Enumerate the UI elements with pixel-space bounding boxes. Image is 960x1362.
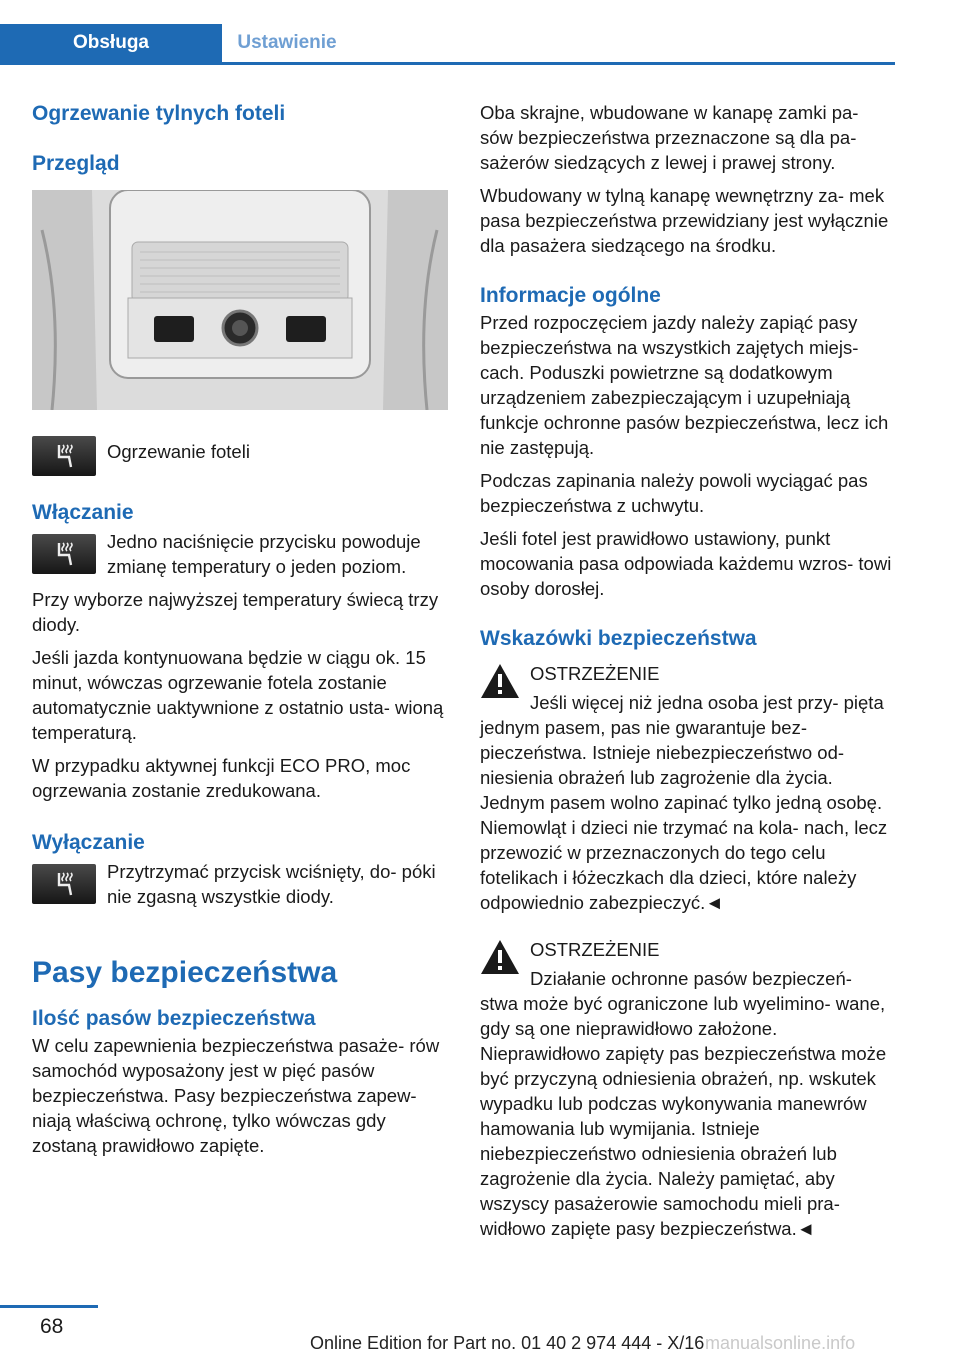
on-icon-row xyxy=(32,529,448,579)
tab-ustawienie[interactable]: Ustawienie xyxy=(237,32,337,53)
warning-triangle-icon xyxy=(480,939,520,975)
on-paragraph-1: Przy wyborze najwyższej temperatury świecą trzy diody. xyxy=(32,589,439,635)
seat-heating-icon xyxy=(32,436,96,476)
warning-triangle-icon xyxy=(480,663,520,699)
watermark: manualsonline.info xyxy=(705,1333,856,1353)
seat-heating-icon xyxy=(32,534,96,574)
off-icon-row xyxy=(32,859,448,909)
warning-2-text: Działanie ochronne pasów bezpieczeń‐ stwa może być ograniczone lub wyelimino‐ wane, gdy są one nieprawidłowo założone. Nieprawidłowo zapięty pas bezpieczeństwa może być przyczyną odniesienia obrażeń, np. wskutek wypadku lub podczas wykonywania manewrów hamowania lub wymijania. Istnieje niebezpieczeństwo odniesienia obrażeń lub zagrożenie dla życia. Należy pamiętać, aby wszyscy pasażerowie samochodu mieli pra‐ widłowo zapięte pasy bezpieczeństwa.◄ xyxy=(480,968,887,1239)
edition-note: Online Edition for Part no. 01 40 2 974 444 - X/16 xyxy=(310,1333,705,1353)
tab-obsluga[interactable]: Obsługa xyxy=(0,24,222,62)
general-paragraph-2: Podczas zapinania należy powoli wyciągać pas bezpieczeństwa z uchwytu. xyxy=(480,470,868,516)
on-paragraph-3: W przypadku aktywnej funkcji ECO PRO, moc ogrzewania zostanie zredukowana. xyxy=(32,755,411,801)
warning-2 xyxy=(480,937,894,1241)
on-paragraph-2: Jeśli jazda kontynuowana będzie w ciągu ok. 15 minut, wówczas ogrzewanie fotela zostanie automatycznie uaktywnione z ostatnio usta‐ wioną temperaturą. xyxy=(32,647,444,743)
general-paragraph-3: Jeśli fotel jest prawidłowo ustawiony, punkt mocowania pasa odpowiada każdemu wzros‐ towi osoby dorosłej. xyxy=(480,528,892,599)
icon-caption-row xyxy=(32,431,448,481)
warning-1-label: OSTRZEŻENIE xyxy=(530,663,660,684)
header-tabs xyxy=(0,24,895,65)
page-number: 68 xyxy=(40,1315,64,1338)
on-title: Włączanie xyxy=(32,501,134,524)
right-column xyxy=(480,100,894,1249)
count-title: Ilość pasów bezpieczeństwa xyxy=(32,1007,316,1030)
right-paragraph-1: Oba skrajne, wbudowane w kanapę zamki pa‐ sów bezpieczeństwa przeznaczone są dla pa‐ sażerów siedzących z lewej i prawej strony. xyxy=(480,102,859,173)
safety-title: Wskazówki bezpieczeństwa xyxy=(480,627,757,650)
warning-1 xyxy=(480,661,894,915)
general-title: Informacje ogólne xyxy=(480,284,661,307)
left-column xyxy=(32,100,448,1166)
off-icon-text: Przytrzymać przycisk wciśnięty, do‐ póki nie zgasną wszystkie diody. xyxy=(107,861,436,907)
on-icon-text: Jedno naciśnięcie przycisku powoduje zmianę temperatury o jeden poziom. xyxy=(107,531,421,577)
belts-title: Pasy bezpieczeństwa xyxy=(32,956,338,989)
general-paragraph-1: Przed rozpoczęciem jazdy należy zapiąć pasy bezpieczeństwa na wszystkich zajętych miejs‐ cach. Poduszki powietrzne są dodatkowym urządzeniem zabezpieczającym i uzupełniają funkcje ochronne pasów bezpieczeństwa, lecz ich nie zastępują. xyxy=(480,312,889,458)
warning-2-label: OSTRZEŻENIE xyxy=(530,939,660,960)
count-paragraph: W celu zapewnienia bezpieczeństwa pasaże‐ rów samochód wyposażony jest w pięć pasów bezpieczeństwa. Pasy bezpieczeństwa zapew‐ niają właściwą ochronę, tylko wówczas gdy zostaną prawidłowo zapięte. xyxy=(32,1035,440,1156)
footer-line xyxy=(0,1305,98,1308)
right-paragraph-2: Wbudowany w tylną kanapę wewnętrzny za‐ mek pasa bezpieczeństwa przewidziany jest wyłącznie dla pasażera siedzącego na środku. xyxy=(480,185,889,256)
seat-heating-icon xyxy=(32,864,96,904)
off-title: Wyłączanie xyxy=(32,831,145,854)
icon-caption: Ogrzewanie foteli xyxy=(107,441,250,462)
overview-title: Przegląd xyxy=(32,152,120,175)
rear-console-photo xyxy=(32,190,448,410)
warning-1-text: Jeśli więcej niż jedna osoba jest przy‐ pięta jednym pasem, pas nie gwarantuje bez‐ pieczeństwa. Istnieje niebezpieczeństwo od‐ niesienia obrażeń lub zagrożenie dla życia. Jednym pasem wolno zapinać tylko jedną osobę. Niemowląt i dzieci nie trzymać na kola‐ nach, lecz przewozić w przeznaczonych do tego celu fotelikach i łóżeczkach dla dzieci, które należy odpowiednio zabezpieczyć.◄ xyxy=(480,692,888,913)
section-title: Ogrzewanie tylnych foteli xyxy=(32,102,286,125)
